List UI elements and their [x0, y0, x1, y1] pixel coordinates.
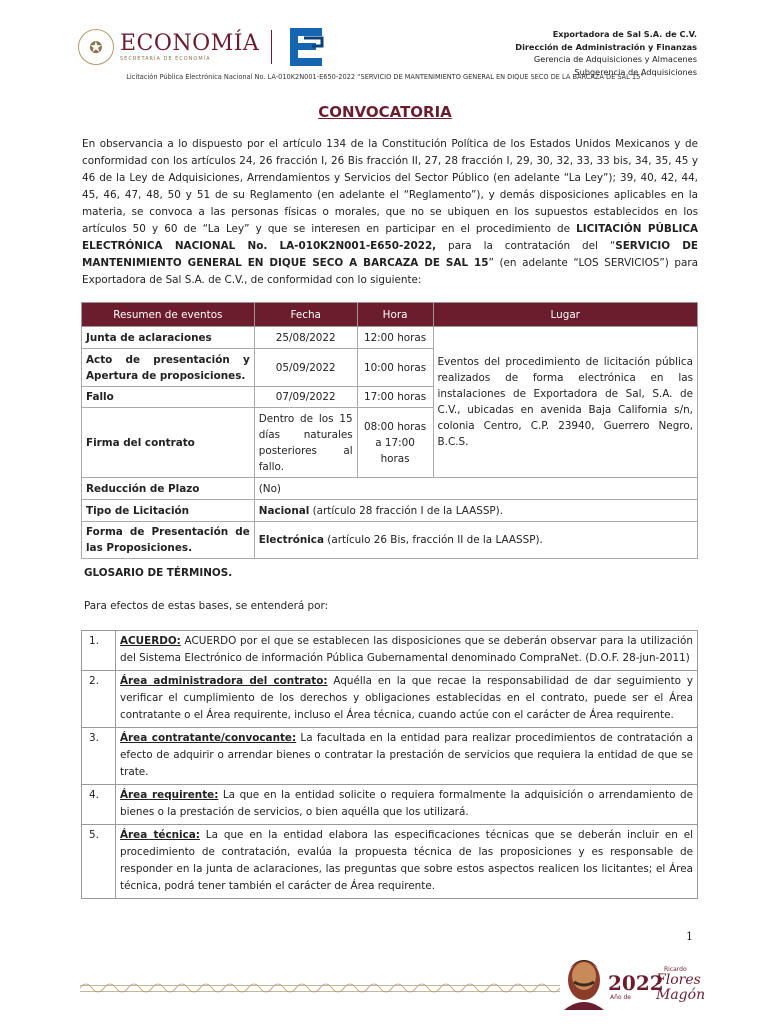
glossary-item	[82, 825, 698, 899]
info-value-text: (artículo 28 fracción I de la LAASSP).	[309, 504, 504, 517]
table-row	[82, 500, 698, 522]
footer-year: 2022	[608, 971, 664, 995]
glossary-subheading: Para efectos de estas bases, se entenderá por:	[84, 600, 329, 612]
glossary-item	[82, 728, 698, 785]
glossary-term: Área administradora del contrato:	[120, 675, 328, 687]
event-name: Junta de aclaraciones	[82, 327, 255, 349]
glossary-item	[82, 671, 698, 728]
glossary-definition	[116, 825, 698, 899]
intro-text-2: para la contratación del “	[436, 240, 616, 252]
management-name: Gerencia de Adquisiciones y Almacenes	[533, 54, 697, 64]
info-value	[254, 478, 697, 500]
glossary-item	[82, 785, 698, 825]
intro-paragraph	[82, 136, 698, 289]
table-row	[82, 327, 698, 349]
event-time: 10:00 horas	[357, 349, 433, 387]
glossary-text: La facultada en la entidad para realizar procedimientos de contratación a efecto de adquirir o arrendar bienes o contratar la prestación de servicios que requiera la entidad de que se trate.	[120, 732, 693, 778]
glossary-number: 2.	[82, 671, 116, 728]
info-label: Forma de Presentación de las Proposiciones.	[82, 522, 255, 559]
column-header: Hora	[357, 303, 433, 327]
event-place: Eventos del procedimiento de licitación pública realizados de forma electrónica en las instalaciones de Exportadora de Sal, S.A. de C.V., ubicadas en avenida Baja California s/n, colonia Centro, C.P. 23940, Guerrero Negro, B.C.S.	[433, 327, 697, 478]
glossary-number: 1.	[82, 631, 116, 671]
footer-name-middle: Flores	[656, 972, 701, 988]
event-time: 12:00 horas	[357, 327, 433, 349]
flores-magon-logo	[556, 950, 706, 1014]
info-label: Tipo de Licitación	[82, 500, 255, 522]
economia-logo	[120, 32, 259, 62]
glossary-number: 4.	[82, 785, 116, 825]
glossary-text: Aquélla en la que recae la responsabilidad de dar seguimiento y verificar el cumplimiento de los derechos y obligaciones establecidas en el contrato, puede ser el Área contratante o el Área requirente, incluso el Área técnica, cuando actúe con el carácter de Área requirente.	[120, 675, 693, 721]
subgerencia-name: Subgerencia de Adquisiciones	[574, 66, 697, 77]
info-value-text: (No)	[258, 482, 281, 495]
glossary-text: ACUERDO por el que se establecen las disposiciones que se deberán observar para la utilización del Sistema Electrónico de información Pública Gubernamental denominado CompraNet. (D.O.F. 28-jun-2011)	[120, 635, 693, 664]
header-org-info	[515, 28, 697, 78]
intro-service-name: SERVICIO DE MANTENIMIENTO GENERAL EN DIQUE SECO A BARCAZA DE SAL 15	[82, 240, 698, 269]
glossary-text: La que en la entidad solicite o requiera formalmente la adquisición o arrendamiento de bienes o la prestación de servicios, o bien aquélla que los utilizará.	[120, 789, 693, 818]
event-name: Fallo	[82, 387, 255, 408]
event-time: 17:00 horas	[357, 387, 433, 408]
event-date: 25/08/2022	[254, 327, 357, 349]
glossary-term: Área requirente:	[120, 789, 219, 801]
event-time: 08:00 horas a 17:00 horas	[357, 408, 433, 478]
direction-name: Dirección de Administración y Finanzas	[515, 41, 697, 52]
glossary-term: Área contratante/convocante:	[120, 732, 297, 744]
intro-text-1: En observancia a lo dispuesto por el artículo 134 de la Constitución Política de los Estados Unidos Mexicanos y de conformidad con los artículos 24, 26 fracción I, 26 Bis fracción II, 27, 28 fracción I, 29, 30, 32, 33, 33 bis, 34, 35, 45 y 46 de la Ley de Adquisiciones, Arrendamientos y Servicios del Sector Público (en adelante “La Ley”); 39, 40, 42, 44, 45, 46, 47, 48, 50 y 51 de su Reglamento (en adelante el “Reglamento”), y demás disposiciones aplicables en la materia, se convoca a las personas físicas o morales, que no se ubiquen en los supuestos establecidos en los artículos 50 y 60 de “La Ley” y que se interesen en participar en el procedimiento de	[82, 138, 698, 235]
info-value-bold: Nacional	[258, 504, 310, 517]
events-table-header	[82, 303, 698, 327]
info-value-bold: Electrónica	[258, 534, 324, 546]
glossary-term: Área técnica:	[120, 829, 200, 841]
glossary-definition	[116, 671, 698, 728]
info-value-text: (artículo 26 Bis, fracción II de la LAASSP).	[323, 534, 543, 546]
footer-name-first: Ricardo	[664, 966, 687, 973]
footer-year-caption: Año de	[610, 994, 631, 1001]
glossary-term: ACUERDO:	[120, 635, 181, 647]
page-title: CONVOCATORIA	[318, 103, 452, 121]
mexico-seal-icon: ✪	[78, 29, 114, 65]
glossary-item	[82, 631, 698, 671]
glossary-definition	[116, 785, 698, 825]
info-value	[254, 522, 697, 559]
event-name: Firma del contrato	[82, 408, 255, 478]
column-header: Lugar	[433, 303, 697, 327]
info-label: Reducción de Plazo	[82, 478, 255, 500]
footer-name-last: Magón	[656, 987, 706, 1003]
glossary-table	[81, 630, 698, 899]
event-date: Dentro de los 15 días naturales posteriores al fallo.	[254, 408, 357, 478]
column-header: Resumen de eventos	[82, 303, 255, 327]
intro-licitacion-number: LICITACIÓN PÚBLICA ELECTRÓNICA NACIONAL No. LA-010K2N001-E650-2022,	[82, 223, 698, 252]
event-date: 07/09/2022	[254, 387, 357, 408]
info-value	[254, 500, 697, 522]
glossary-heading: GLOSARIO DE TÉRMINOS.	[84, 567, 233, 579]
table-row	[82, 522, 698, 559]
glossary-text: La que en la entidad elabora las especificaciones técnicas que se deberán incluir en el procedimiento de contratación, evalúa la propuesta técnica de las proposiciones y es responsable de responder en la junta de aclaraciones, las preguntas que sobre estos aspectos realicen los licitantes; el Área técnica, podrá tener también el carácter de Área requirente.	[120, 829, 693, 892]
column-header: Fecha	[254, 303, 357, 327]
ministry-title: ECONOMÍA	[120, 31, 260, 56]
exportadora-sal-logo-icon	[286, 24, 326, 70]
event-date: 05/09/2022	[254, 349, 357, 387]
glossary-number: 3.	[82, 728, 116, 785]
glossary-definition	[116, 728, 698, 785]
org-name: Exportadora de Sal S.A. de C.V.	[552, 29, 697, 39]
logo-divider	[271, 30, 272, 64]
footer-pattern-icon	[80, 977, 560, 999]
page-number: 1	[686, 930, 693, 943]
intro-text-3: ” (en adelante “LOS SERVICIOS”) para Exportadora de Sal S.A. de C.V., de conformidad con lo siguiente:	[82, 257, 698, 286]
events-table	[81, 302, 698, 559]
glossary-definition	[116, 631, 698, 671]
event-name: Acto de presentación y Apertura de proposiciones.	[82, 349, 255, 387]
table-row	[82, 478, 698, 500]
licitacion-header-line: Licitación Pública Electrónica Nacional No. LA-010K2N001-E650-2022 “SERVICIO DE MANTENIMIENTO GENERAL EN DIQUE SECO DE LA BARCAZA DE SAL 15”	[126, 73, 644, 81]
glossary-number: 5.	[82, 825, 116, 899]
header-logos	[78, 26, 326, 68]
ministry-subtitle: SECRETARÍA DE ECONOMÍA	[120, 56, 211, 62]
